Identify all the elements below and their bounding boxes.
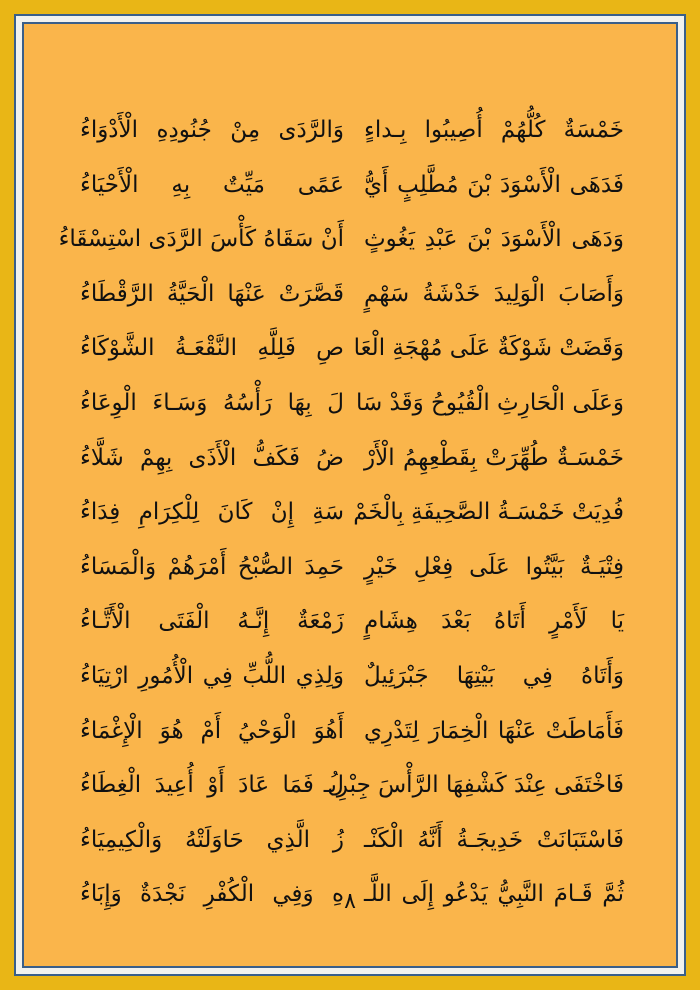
verse-line	[24, 549, 676, 604]
verse-right-hemistich: وَأَصَابَ الْوَلِيدَ خَدْشَةُ سَهْمٍ	[364, 280, 624, 307]
verse-right-hemistich: يَا لَأَمْرٍ أَتَاهُ بَعْدَ هِشَامٍ	[364, 608, 624, 635]
verse-right-hemistich: وَدَهَى الْأَسْوَدَ بْنَ عَبْدِ يَغُوثٍ	[364, 226, 624, 253]
verse-line	[24, 221, 676, 276]
verse-line	[24, 330, 676, 385]
verse-left-hemistich: زُ الَّذِي حَاوَلَتْهُ وَالْكِيمِيَاءُ	[80, 826, 344, 853]
page-border-outer	[14, 14, 686, 976]
verse-right-hemistich: خَمْسَةٌ كُلُّهُمْ أُصِيبُوا بِـداءٍ	[364, 117, 624, 143]
verse-left-hemistich: وَالرَّدَى مِنْ جُنُودِهِ الْأَدْوَاءُ	[80, 117, 344, 143]
verse-left-hemistich: سَةِ إِنْ كَانَ لِلْكِرَامِ فِدَاءُ	[80, 499, 344, 526]
verse-left-hemistich: ضُ فَكَفُّ الْأَذَى بِهِمْ شَلَّاءُ	[80, 444, 344, 471]
verse-line	[24, 276, 676, 331]
verse-right-hemistich: فَدَهَى الْأَسْوَدَ بْنَ مُطَّلِبٍ أَيُّ	[364, 171, 624, 198]
verse-line	[24, 167, 676, 222]
verse-left-hemistich: صِ فَلِلَّهِ النَّقْعَـةُ الشَّوْكَاءُ	[80, 335, 344, 362]
verse-line	[24, 603, 676, 658]
verse-line	[24, 658, 676, 713]
verse-right-hemistich: فِتْيَـةٌ بَيَّتُوا عَلَى فِعْلِ خَيْرٍ	[364, 553, 624, 580]
verse-left-hemistich: أَهُوَ الْوَحْيُ أَمْ هُوَ الْإِغْمَاءُ	[80, 717, 344, 744]
verse-line	[24, 822, 676, 877]
verse-line	[24, 713, 676, 768]
verse-right-hemistich: ثُمَّ قَـامَ النَّبِيُّ يَدْعُو إِلَى اللَّـ	[364, 881, 624, 908]
verse-line	[24, 385, 676, 440]
verse-right-hemistich: فَاخْتَفَى عِنْدَ كَشْفِهَا الرَّأْسَ جِبْرِيـ	[323, 772, 624, 799]
verse-left-hemistich: لُ فَمَا عَادَ أَوْ أُعِيدَ الْغِطَاءُ	[80, 772, 344, 799]
verse-line	[24, 767, 676, 822]
verse-left-hemistich: حَمِدَ الصُّبْحُ أَمْرَهُمْ وَالْمَسَاءُ	[80, 553, 344, 580]
verse-right-hemistich: وَعَلَى الْحَارِثِ الْقُيُوحُ وَقَدْ سَا	[355, 389, 624, 416]
verse-left-hemistich: وَلِذِي اللُّبِّ فِي الْأُمُورِ ارْتِيَاءُ	[80, 662, 344, 689]
verse-left-hemistich: زَمْعَةٌ إِنَّـهُ الْفَتَى الْأَتَّـاءُ	[80, 608, 344, 635]
verse-right-hemistich: وَقَضَتْ شَوْكَةٌ عَلَى مُهْجَةِ الْعَا	[353, 335, 624, 362]
verse-line	[24, 494, 676, 549]
verse-right-hemistich: فُدِيَتْ خَمْسَـةُ الصَّحِيفَةِ بِالْخَمْ	[353, 499, 624, 526]
verse-left-hemistich: عَمًى مَيِّتٌ بِهِ الْأَحْيَاءُ	[80, 171, 344, 198]
page-border-inner	[22, 22, 678, 968]
verse-right-hemistich: فَاسْتَبَانَتْ خَدِيجَـةُ أَنَّهُ الْكَنْـ	[364, 826, 624, 853]
verse-right-hemistich: فَأَمَاطَتْ عَنْهَا الْخِمَارَ لِتَدْرِي	[364, 717, 624, 744]
verse-line	[24, 440, 676, 495]
verse-left-hemistich: أَنْ سَقَاهُ كَأْسَ الرَّدَى اسْتِسْقَاءُ	[58, 226, 344, 253]
verse-left-hemistich: هِ وَفِي الْكُفْرِ نَجْدَةٌ وَإِبَاءُ	[80, 881, 344, 908]
verse-line	[24, 112, 676, 167]
verse-right-hemistich: وَأَتَاهُ فِي بَيْتِهَا جَبْرَئِيلٌ	[364, 662, 624, 689]
verse-left-hemistich: قَصَّرَتْ عَنْهَا الْحَيَّةُ الرَّقْطَاءُ	[80, 280, 344, 307]
verse-right-hemistich: خَمْسَـةٌ طُهِّرَتْ بِقَطْعِهِمُ الْأَرْ	[364, 444, 624, 471]
page-number: ٨	[344, 889, 356, 914]
poem-body	[24, 112, 676, 931]
verse-left-hemistich: لَ بِهَا رَأْسُهُ وَسَـاءَ الْوِعَاءُ	[80, 389, 344, 416]
